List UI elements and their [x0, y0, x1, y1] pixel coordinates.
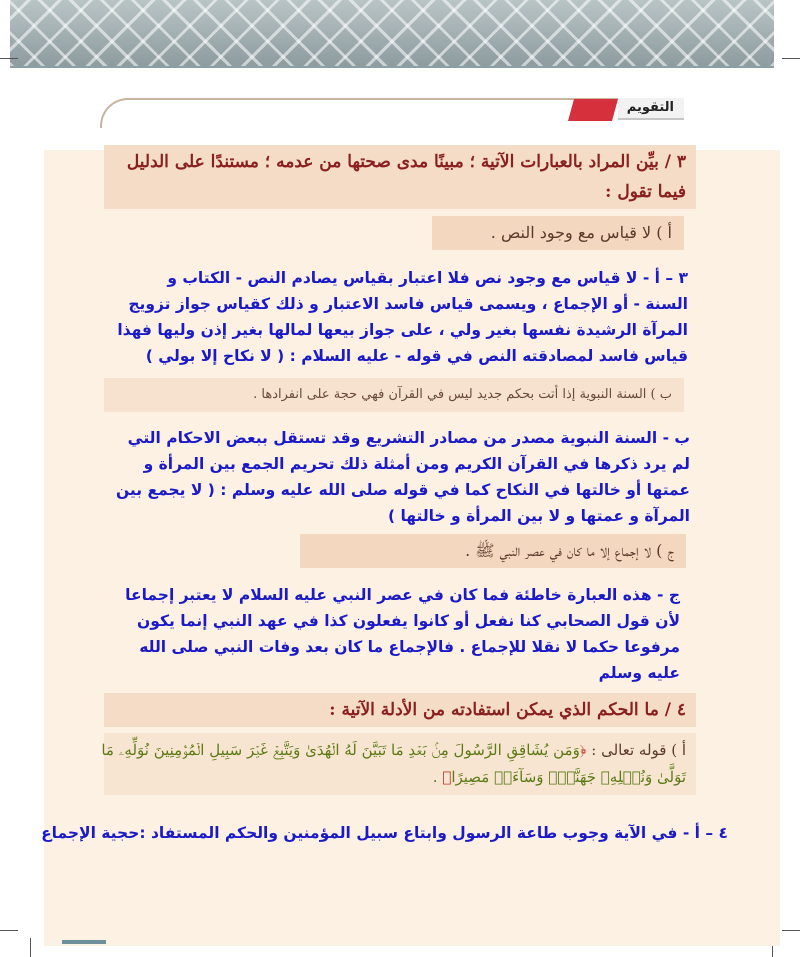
- answer-4a-line: ٤ – أ - في الآية وجوب طاعة الرسول وابتاع سبيل المؤمنين والحكم المستفاد :حجية الإجماع: [41, 824, 728, 842]
- answer-3a-line: ٣ – أ - لا قياس مع وجود نص فلا اعتبار بقياس يصادم النص - الكتاب و: [167, 269, 688, 287]
- header-divider: [10, 66, 774, 68]
- statement-3c: ج ) لا إجماع إلا ما كان في عصر النبي ﷺ .: [300, 534, 686, 568]
- question-3-heading: [104, 145, 696, 209]
- statement-3a: أ ) لا قياس مع وجود النص .: [432, 216, 684, 250]
- answer-3b: [108, 425, 690, 529]
- answer-3b-line: المرآة و عمتها و لا بين المرأة و خالتها ): [387, 507, 690, 525]
- crop-mark-top-right: [782, 58, 800, 59]
- verse-open-bracket: ﴿: [579, 741, 587, 759]
- question-3-heading-line-1: ٣ / بيِّن المراد بالعبارات الآتية ؛ مبينًا مدى صحتها من عدمه ؛ مستندًا على الدليل: [126, 152, 686, 172]
- section-tab: [564, 98, 684, 124]
- section-marker: [568, 99, 618, 121]
- answer-3a-line: قياس فاسد لمصادقته النص في قوله - عليه السلام : ( لا نكاح إلا بولي ): [145, 347, 688, 365]
- verse-4a-text-2: تَوَلَّىٰ وَنُصۡلِهِۦ جَهَنَّمَۖ وَسَآءَتۡ مَصِيرًا: [451, 768, 686, 786]
- answer-4a: [41, 820, 728, 846]
- verse-4a-line-1: [101, 737, 686, 764]
- answer-3c: [110, 582, 680, 686]
- verse-4a-line-2: تَوَلَّىٰ وَنُصۡلِهِۦ جَهَنَّمَۖ وَسَآءَتۡ مَصِيرًا﴾ .: [432, 768, 686, 786]
- crop-mark-bottom-left: [0, 930, 18, 931]
- answer-3a-line: السنة - أو الإجماع ، ويسمى قياس فاسد الاعتبار و ذلك كقياس جواز تزويج: [128, 295, 688, 313]
- verse-4a: [101, 733, 696, 795]
- answer-3b-line: ب - السنة النبوية مصدر من مصادر التشريع وقد تستقل ببعض الاحكام التي: [127, 429, 690, 447]
- question-4-heading: [104, 693, 696, 727]
- decorative-header-band: [10, 0, 774, 66]
- question-4-heading-text: ٤ / ما الحكم الذي يمكن استفادته من الأدلة الآتية :: [329, 700, 686, 720]
- verse-4a-intro: أ ) قوله تعالى :: [591, 741, 686, 759]
- crop-mark-top-left: [0, 58, 18, 59]
- answer-3c-line: عليه وسلم: [598, 664, 680, 682]
- answer-3a: [117, 265, 688, 369]
- answer-3c-line: لأن قول الصحابي كنا نفعل أو كانوا يفعلون كذا في عهد النبي إنما يكون: [137, 612, 680, 630]
- statement-3b: ب ) السنة النبوية إذا أتت بحكم جديد ليس في القرآن فهي حجة على انفرادها .: [104, 378, 684, 412]
- answer-3a-line: المرآة الرشيدة نفسها بغير ولي ، على جواز بيعها لمالها بغير إذن وليها فهذا: [117, 321, 688, 339]
- answer-3b-line: عمتها أو خالتها في النكاح كما في قوله صلى الله عليه وسلم : ( لا يجمع بين: [115, 481, 690, 499]
- section-title: التقويم: [626, 100, 674, 115]
- verse-4a-text-1: وَمَن يُشَاقِقِ الرَّسُولَ مِنۢ بَعۡدِ مَا تَبَيَّنَ لَهُ الۡهُدَىٰ وَيَتَّبِعۡ غَيۡرَ سَبِيلِ الۡمُؤۡمِنِينَ نُوَلِّهِۦ مَا: [101, 741, 580, 759]
- answer-3c-line: مرفوعا حكما لا نقلا للإجماع . فالإجماع ما كان بعد وفات النبي صلى الله: [139, 638, 680, 656]
- crop-mark-bottom-right: [782, 930, 800, 931]
- page-footer-bar: [62, 940, 106, 944]
- crop-mark-bottom-left-vertical: [30, 938, 31, 957]
- answer-3b-line: لم يرد ذكرها في القرآن الكريم ومن أمثلة ذلك تحريم الجمع بين المرأة و: [143, 455, 690, 473]
- question-3-heading-line-2: فيما تقول :: [605, 182, 686, 202]
- verse-close-bracket: ﴾: [442, 768, 452, 786]
- answer-3c-line: ج - هذه العبارة خاطئة فما كان في عصر النبي عليه السلام لا يعتبر إجماعا: [125, 586, 680, 604]
